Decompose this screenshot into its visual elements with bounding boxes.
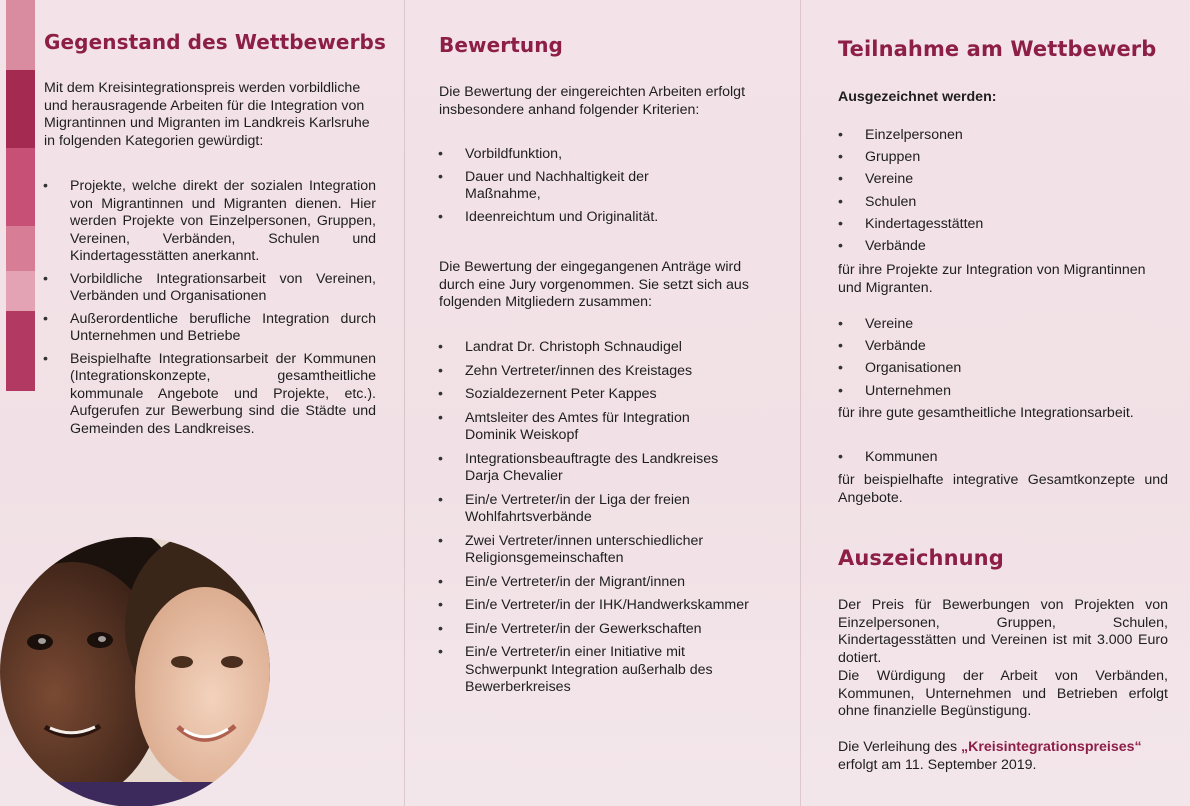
list-item: • Gruppen [865, 149, 1155, 167]
list-item: • Unternehmen [865, 383, 1155, 401]
stripe-block [6, 226, 35, 271]
list-item: • Ein/e Vertreter/in einer Initiative mit Schwerpunkt Integration außerhalb des Bewerberkreises [465, 644, 735, 697]
award-paragraph-3 [838, 739, 1168, 774]
stripe-block [6, 311, 35, 391]
list-item: • Vorbildliche Integrationsarbeit von Vereinen, Verbänden und Organisationen [70, 271, 376, 306]
children-photo [0, 512, 285, 806]
stripe-block [6, 148, 35, 226]
list-item: • Außerordentliche berufliche Integration durch Unternehmen und Betriebe [70, 311, 376, 346]
list-item: • Amtsleiter des Amtes für Integration Dominik Weiskopf [465, 410, 715, 445]
fold-line-right [800, 0, 801, 806]
list-item: • Ein/e Vertreter/in der Gewerkschaften [465, 621, 765, 639]
stripe-block [6, 0, 35, 70]
stripe-block [6, 271, 35, 311]
list-item: • Kommunen [865, 449, 1155, 467]
list-item: • Dauer und Nachhaltigkeit der Maßnahme, [465, 169, 685, 204]
group2-text: für ihre gute gesamtheitliche Integrationsarbeit. [838, 405, 1134, 421]
list-item: • Ein/e Vertreter/in der IHK/Handwerkskammer [465, 597, 765, 615]
award-date-text: erfolgt am 11. September 2019. [838, 756, 1037, 773]
category-list [70, 178, 376, 438]
heading-gegenstand: Gegenstand des Wettbewerbs [44, 30, 386, 54]
participant-list-3 [865, 449, 1155, 467]
list-item: • Beispielhafte Integrationsarbeit der Kommunen (Integrationskonzepte, gesamtheitliche kommunale Angebote und Projekte, etc.). Aufgerufen zur Bewerbung sind die Städte und Gemeinden des Landkreises. [70, 351, 376, 439]
criteria-list [465, 146, 735, 226]
list-item: • Sozialdezernent Peter Kappes [465, 386, 765, 404]
intro-bewertung: Die Bewertung der eingereichten Arbeiten erfolgt insbesondere anhand folgender Kriterien: [439, 84, 746, 118]
heading-auszeichnung: Auszeichnung [838, 546, 1004, 570]
list-item: • Einzelpersonen [865, 127, 1155, 145]
list-item: • Ein/e Vertreter/in der Liga der freien Wohlfahrtsverbände [465, 492, 750, 527]
list-item: • Zehn Vertreter/innen des Kreistages [465, 363, 765, 381]
award-text-pre: Die Verleihung des [838, 739, 962, 755]
fold-line-left [404, 0, 405, 806]
list-item: • Vereine [865, 316, 1155, 334]
award-paragraph-1: Der Preis für Bewerbungen von Projekten von Einzelpersonen, Gruppen, Schulen, Kindertagesstätten und Vereinen ist mit 3.000 Euro dotiert. [838, 597, 1168, 666]
award-paragraph-2: Die Würdigung der Arbeit von Verbänden, Kommunen, Unternehmen und Betrieben erfolgt ohne finanzielle Begünstigung. [838, 668, 1168, 719]
list-item: • Integrationsbeauftragte des Landkreises Darja Chevalier [465, 451, 740, 486]
list-item: • Schulen [865, 194, 1155, 212]
children-photo-image [0, 512, 285, 806]
list-item: • Kindertagesstätten [865, 216, 1155, 234]
jury-intro: Die Bewertung der eingegangenen Anträge wird durch eine Jury vorgenommen. Sie setzt sich aus folgenden Mitgliedern zusammen: [439, 259, 749, 310]
list-item: • Verbände [865, 238, 1155, 256]
list-item: • Ideenreichtum und Originalität. [465, 209, 735, 227]
list-item: • Zwei Vertreter/innen unterschiedlicher Religionsgemeinschaften [465, 533, 725, 568]
list-item: • Verbände [865, 338, 1155, 356]
list-item: • Vereine [865, 171, 1155, 189]
jury-list [465, 339, 765, 697]
stripe-block [6, 70, 35, 148]
intro-gegenstand: Mit dem Kreisintegrationspreis werden vorbildliche und herausragende Arbeiten für die Integration von Migrantinnen und Migranten im Landkreis Karlsruhe in folgenden Kategorien gewürdigt: [44, 80, 370, 149]
list-item: • Projekte, welche direkt der sozialen Integration von Migrantinnen und Migranten dienen. Hier werden Projekte von Einzelpersonen, Gruppen, Vereinen, Verbänden, Schulen und Kindertagesstätten anerkannt. [70, 178, 376, 266]
list-item: • Ein/e Vertreter/in der Migrant/innen [465, 574, 765, 592]
list-item: • Vorbildfunktion, [465, 146, 735, 164]
subheading-ausgezeichnet: Ausgezeichnet werden: [838, 89, 997, 105]
list-item: • Organisationen [865, 360, 1155, 378]
award-name: „Kreisintegrationspreises“ [961, 739, 1142, 755]
participant-list-2 [865, 316, 1155, 400]
heading-teilnahme: Teilnahme am Wettbewerb [838, 37, 1157, 61]
group3-text: für beispielhafte integrative Gesamtkonzepte und Angebote. [838, 472, 1168, 506]
group1-text: für ihre Projekte zur Integration von Migrantinnen und Migranten. [838, 262, 1146, 296]
list-item: • Landrat Dr. Christoph Schnaudigel [465, 339, 765, 357]
participant-list-1 [865, 127, 1155, 255]
heading-bewertung: Bewertung [439, 33, 563, 57]
